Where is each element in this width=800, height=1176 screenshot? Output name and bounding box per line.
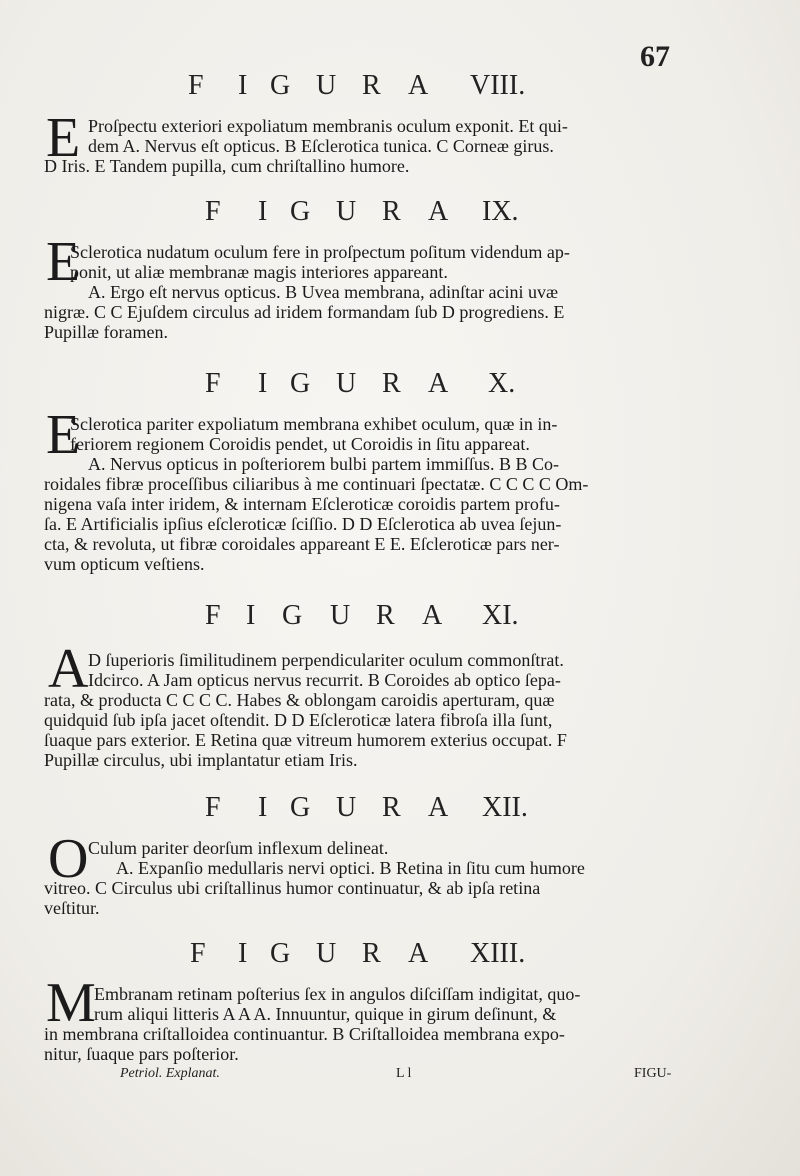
figure-numeral: IX. (482, 196, 519, 227)
text-line: feriorem regionem Coroidis pendet, ut Coroidis in ſitu appareat. (70, 434, 530, 454)
text-line: Embranam retinam poſterius ſex in angulos diſciſſam indigitat, quo- (94, 984, 581, 1004)
page-footer (0, 1066, 800, 1090)
figure-text-x (44, 414, 684, 574)
heading-letter: F (205, 368, 221, 399)
figure-heading-xii (0, 792, 800, 832)
heading-letter: A (408, 70, 429, 101)
figure-heading-xiii (0, 938, 800, 978)
heading-letter: R (382, 196, 401, 227)
heading-letter: A (422, 600, 443, 631)
heading-letter: U (316, 70, 337, 101)
heading-letter: U (330, 600, 351, 631)
drop-cap: A (48, 638, 89, 700)
text-line: in membrana criſtalloidea continuantur. B Criſtalloidea membrana expo- (44, 1024, 565, 1044)
footer-running-title: Petriol. Explanat. (120, 1066, 220, 1081)
drop-cap: E (46, 231, 81, 293)
text-line: rata, & producta C C C C. Habes & oblongam caroidis aperturam, quæ (44, 690, 555, 710)
figure-text-xiii (44, 984, 684, 1064)
heading-letter: R (376, 600, 395, 631)
figure-heading-x (0, 368, 800, 408)
figure-text-xii (44, 838, 684, 918)
heading-letter: A (428, 368, 449, 399)
figure-numeral: XIII. (470, 938, 526, 969)
text-line: veſtitur. (44, 898, 100, 918)
text-line: ſa. E Artificialis ipſius eſcleroticæ ſciſſio. D D Eſclerotica ab uvea ſejun- (44, 514, 562, 534)
heading-letter: R (382, 368, 401, 399)
heading-letter: F (190, 938, 206, 969)
text-line: D Iris. E Tandem pupilla, cum chriſtallino humore. (44, 156, 410, 176)
heading-letter: G (290, 368, 311, 399)
text-line: Idcirco. A Jam opticus nervus recurrit. B Coroides ab optico ſepa- (88, 670, 561, 690)
figure-numeral: VIII. (470, 70, 526, 101)
drop-cap: E (46, 107, 81, 169)
heading-letter: G (270, 70, 291, 101)
heading-letter: F (205, 600, 221, 631)
heading-letter: G (282, 600, 303, 631)
heading-letter: G (270, 938, 291, 969)
text-line: ponit, ut aliæ membranæ magis interiores appareant. (70, 262, 448, 282)
heading-letter: I (238, 70, 248, 101)
text-line: dem A. Nervus eſt opticus. B Eſclerotica tunica. C Corneæ girus. (88, 136, 554, 156)
heading-letter: A (428, 196, 449, 227)
heading-letter: U (336, 196, 357, 227)
text-line: Pupillæ foramen. (44, 322, 168, 342)
figure-numeral: X. (488, 368, 516, 399)
heading-letter: U (316, 938, 337, 969)
heading-letter: F (188, 70, 204, 101)
text-line: Culum pariter deorſum inflexum delineat. (88, 838, 389, 858)
heading-letter: I (258, 196, 268, 227)
heading-letter: R (362, 70, 381, 101)
heading-letter: F (205, 792, 221, 823)
heading-letter: A (428, 792, 449, 823)
heading-letter: I (258, 368, 268, 399)
heading-letter: U (336, 368, 357, 399)
heading-letter: R (382, 792, 401, 823)
figure-heading-viii (0, 70, 800, 110)
text-line: nigræ. C C Ejuſdem circulus ad iridem formandam ſub D progrediens. E (44, 302, 565, 322)
drop-cap: O (48, 828, 89, 890)
text-line: Sclerotica nudatum oculum fere in proſpectum poſitum videndum ap- (70, 242, 570, 262)
figure-text-xi (44, 650, 684, 770)
text-line: vum opticum veſtiens. (44, 554, 205, 574)
figure-numeral: XII. (482, 792, 528, 823)
heading-letter: F (205, 196, 221, 227)
text-line: roidales fibræ proceſſibus ciliaribus à me continuari ſpectatæ. C C C C Om- (44, 474, 589, 494)
heading-letter: I (238, 938, 248, 969)
text-line: A. Expanſio medullaris nervi optici. B Retina in ſitu cum humore (116, 858, 585, 878)
text-line: Proſpectu exteriori expoliatum membranis oculum exponit. Et qui- (88, 116, 568, 136)
heading-letter: G (290, 792, 311, 823)
page-number: 67 (640, 40, 670, 73)
heading-letter: I (246, 600, 256, 631)
figure-numeral: XI. (482, 600, 519, 631)
heading-letter: I (258, 792, 268, 823)
footer-signature: L l (396, 1066, 412, 1081)
text-line: cta, & revoluta, ut fibræ coroidales appareant E E. Eſcleroticæ pars ner- (44, 534, 560, 554)
figure-heading-xi (0, 600, 800, 640)
heading-letter: U (336, 792, 357, 823)
text-line: Sclerotica pariter expoliatum membrana exhibet oculum, quæ in in- (70, 414, 558, 434)
text-line: A. Nervus opticus in poſteriorem bulbi partem immiſſus. B B Co- (88, 454, 559, 474)
text-line: A. Ergo eſt nervus opticus. B Uvea membrana, adinſtar acini uvæ (88, 282, 559, 302)
text-line: Pupillæ circulus, ubi implantatur etiam Iris. (44, 750, 358, 770)
text-line: ſuaque pars exterior. E Retina quæ vitreum humorem exterius occupat. F (44, 730, 567, 750)
footer-catchword: FIGU- (634, 1066, 672, 1081)
text-line: vitreo. C Circulus ubi criſtallinus humor continuatur, & ab ipſa retina (44, 878, 541, 898)
figure-text-viii (44, 116, 684, 176)
heading-letter: G (290, 196, 311, 227)
figure-text-ix (44, 242, 684, 342)
figure-heading-ix (0, 196, 800, 236)
text-line: quidquid ſub ipſa jacet oſtendit. D D Eſcleroticæ latera fibroſa illa ſunt, (44, 710, 553, 730)
drop-cap: E (46, 404, 81, 466)
text-line: D ſuperioris ſimilitudinem perpendiculariter oculum commonſtrat. (88, 650, 564, 670)
text-line: nitur, ſuaque pars poſterior. (44, 1044, 239, 1064)
heading-letter: A (408, 938, 429, 969)
drop-cap: M (46, 972, 96, 1034)
heading-letter: R (362, 938, 381, 969)
text-line: nigena vaſa inter iridem, & internam Eſcleroticæ coroidis partem profu- (44, 494, 560, 514)
text-line: rum aliqui litteris A A A. Innuuntur, quique in girum deſinunt, & (94, 1004, 557, 1024)
